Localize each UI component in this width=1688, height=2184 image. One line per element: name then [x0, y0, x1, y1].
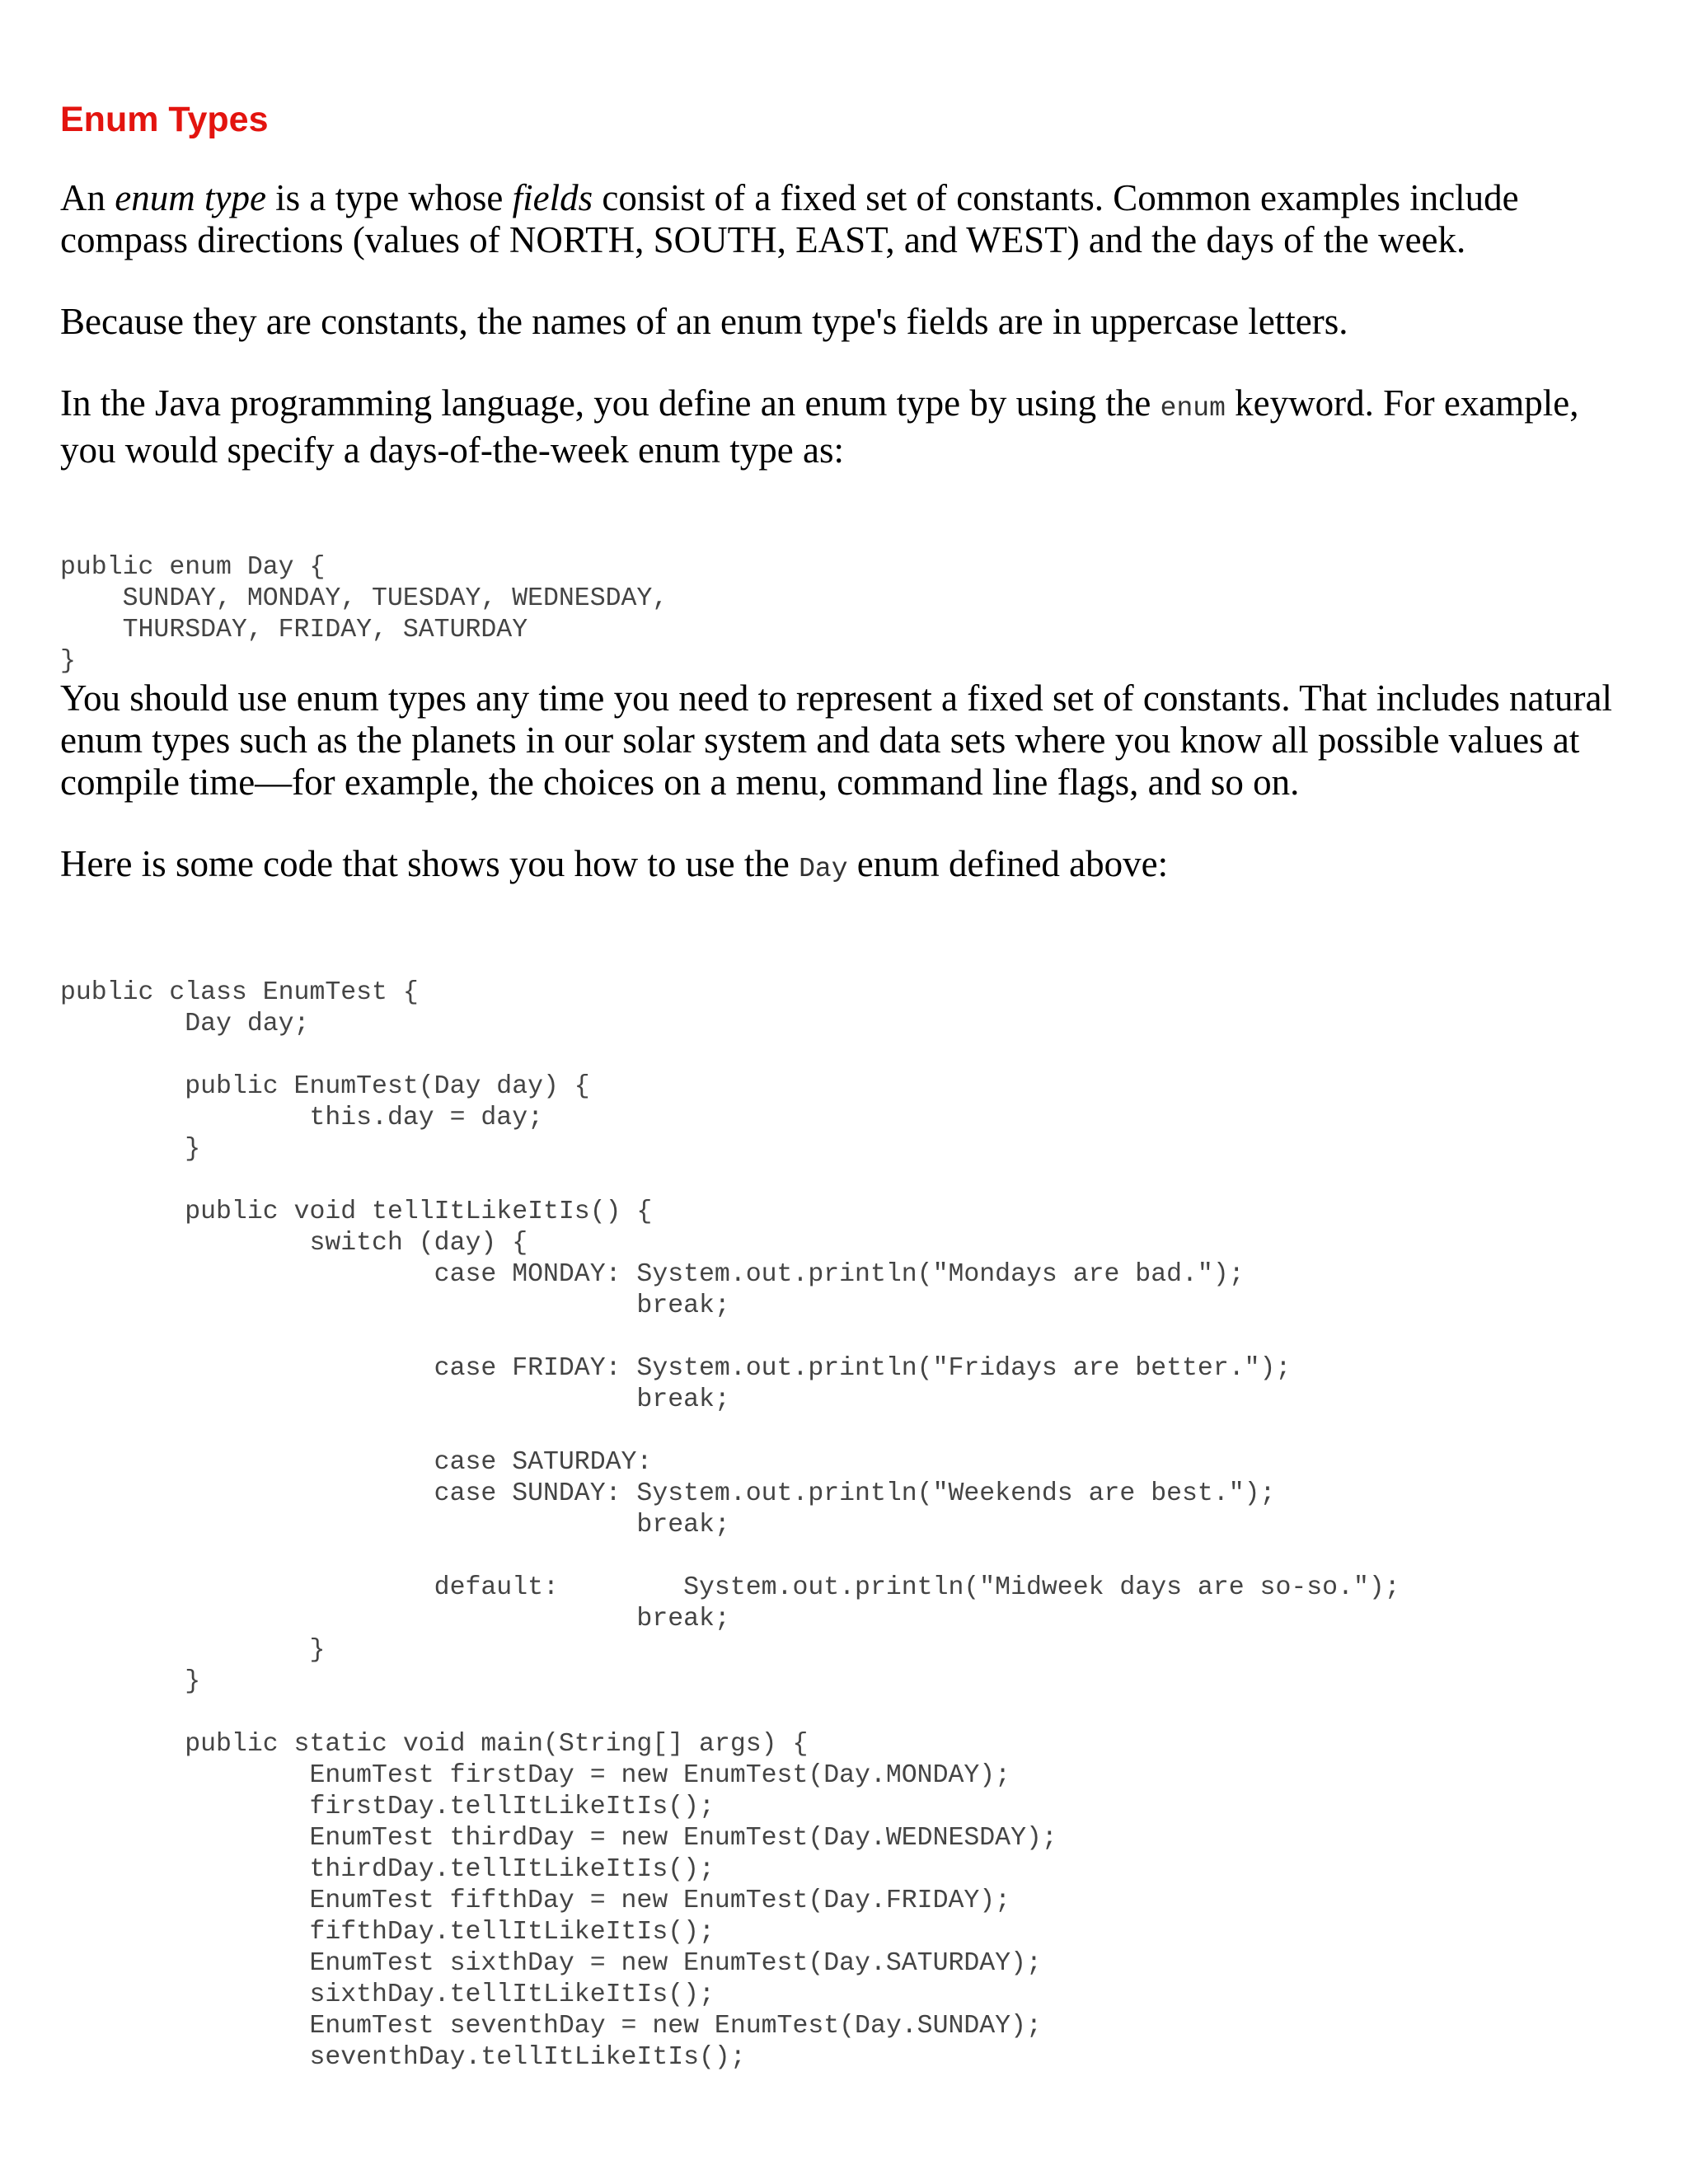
example-text-a: Here is some code that shows you how to use the — [60, 843, 799, 884]
usage-paragraph: You should use enum types any time you need to represent a fixed set of constants. That includes natural enum types such as the planets in our solar system and data sets where you know all possible values at compile time—for example, the choices on a menu, command line flags, and so on. — [60, 677, 1612, 803]
intro-paragraph — [60, 177, 1643, 261]
intro-text-a: An — [60, 177, 115, 218]
intro-term-enum-type: enum type — [115, 177, 266, 218]
example-text-b: enum defined above: — [847, 843, 1169, 884]
intro-text-e: consist of a fixed set of constants. Common examples include compass directions (values of NORTH, SOUTH, EAST, and WEST) and the days of the week. — [60, 177, 1519, 260]
inline-code-day: Day — [799, 854, 848, 884]
code-block-day-enum: public enum Day { SUNDAY, MONDAY, TUESDAY, WEDNESDAY, THURSDAY, FRIDAY, SATURDAY } — [60, 553, 668, 676]
code-block-enumtest: public class EnumTest { Day day; public EnumTest(Day day) { this.day = day; } public void tellItLikeItIs() { switch (day) { case MONDAY: System.out.println("Mondays are bad."); break; case FRIDAY: System.out.println("Fridays are better."); break; case SATURDAY: case SUNDAY: System.out.println("Weekends are best."); break; default: System.out.println("Midweek days are so-so."); break; } } public static void main(String[] args) { EnumTest firstDay = new EnumTest(Day.MONDAY); firstDay.tellItLikeItIs(); EnumTest thirdDay = new EnumTest(Day.WEDNESDAY); thirdDay.tellItLikeItIs(); EnumTest fifthDay = new EnumTest(Day.FRIDAY); fifthDay.tellItLikeItIs(); EnumTest sixthDay = new EnumTest(Day.SATURDAY); sixthDay.tellItLikeItIs(); EnumTest seventhDay = new EnumTest(Day.SUNDAY); seventhDay.tellItLikeItIs(); — [60, 978, 1400, 2072]
inline-code-enum: enum — [1160, 393, 1226, 424]
page-content — [60, 91, 1643, 2074]
example-intro-paragraph — [60, 843, 1643, 890]
keyword-text-a: In the Java programming language, you define an enum type by using the — [60, 382, 1160, 424]
page-title: Enum Types — [60, 100, 269, 139]
keyword-paragraph — [60, 382, 1643, 471]
intro-text-c: is a type whose — [265, 177, 513, 218]
keyword-text-b: keyword. For example, you would specify a days-of-the-week enum type as: — [60, 382, 1579, 471]
uppercase-paragraph: Because they are constants, the names of an enum type's fields are in uppercase letters. — [60, 301, 1348, 342]
intro-term-fields: fields — [512, 177, 593, 218]
